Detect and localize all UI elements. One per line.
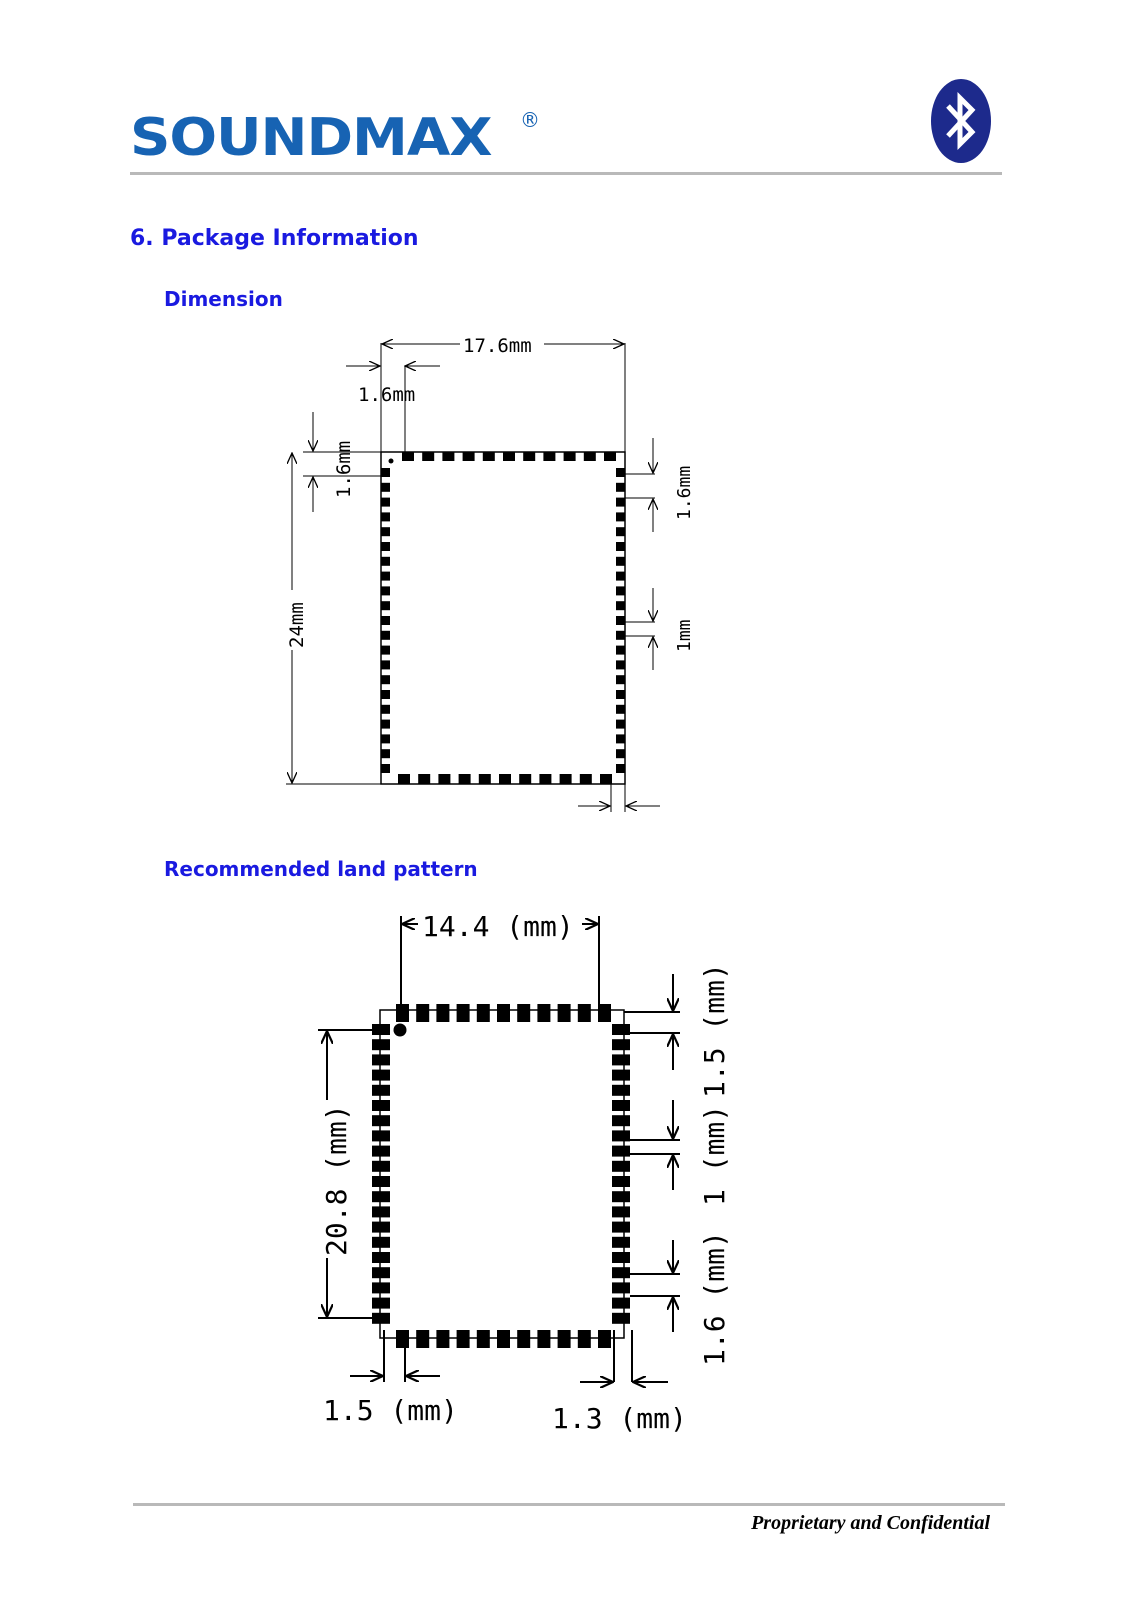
pad [381, 512, 390, 521]
land-width-label: 14.4 (mm) [422, 910, 574, 943]
module-outline [381, 452, 625, 784]
pad [479, 774, 491, 784]
land-pad [612, 1313, 630, 1324]
pad [616, 675, 625, 684]
land-pad [416, 1330, 429, 1348]
land-pad [457, 1330, 470, 1348]
pad [564, 452, 576, 461]
land-pad [372, 1298, 390, 1309]
land-pad [372, 1085, 390, 1096]
land-pattern-diagram [318, 910, 731, 1435]
pad [539, 774, 551, 784]
land-pad [477, 1004, 490, 1022]
pad [381, 601, 390, 610]
land-pad [372, 1176, 390, 1187]
pad [381, 734, 390, 743]
land-pad [537, 1330, 550, 1348]
land-outline [380, 1010, 624, 1338]
pad [381, 675, 390, 684]
pad [560, 774, 572, 784]
land-bottom-right-label: 1.3 (mm) [552, 1402, 687, 1435]
land-pad [578, 1330, 591, 1348]
pad [503, 452, 515, 461]
pad [604, 452, 616, 461]
pad [616, 690, 625, 699]
land-pad [372, 1100, 390, 1111]
pad [398, 774, 410, 784]
land-right-mid-label: 1 (mm) [698, 1104, 731, 1206]
land-pad [372, 1267, 390, 1278]
land-pad [612, 1085, 630, 1096]
dim-top-offset-label: 1.6mm [358, 384, 416, 406]
land-height-label: 20.8 (mm) [320, 1104, 353, 1256]
land-pad [612, 1298, 630, 1309]
land-pattern-title: Recommended land pattern [164, 857, 478, 881]
module-pads [381, 452, 625, 784]
pad [616, 483, 625, 492]
land-pad [372, 1039, 390, 1050]
land-right-bottom-label: 1.6 (mm) [698, 1231, 731, 1366]
land-pad [612, 1146, 630, 1157]
land-pad [537, 1004, 550, 1022]
pad [616, 720, 625, 729]
land-pad [372, 1054, 390, 1065]
pin1-dot [389, 459, 394, 464]
land-pad [612, 1267, 630, 1278]
pad [381, 764, 390, 773]
pad [381, 631, 390, 640]
dimension-title: Dimension [164, 287, 283, 311]
land-pad [612, 1100, 630, 1111]
land-pad [372, 1222, 390, 1233]
pad [438, 774, 450, 784]
dim-width-label: 17.6mm [463, 335, 532, 357]
pad [381, 498, 390, 507]
pad [381, 749, 390, 758]
land-pad [517, 1004, 530, 1022]
pad [381, 557, 390, 566]
pad [616, 631, 625, 640]
pad [381, 660, 390, 669]
land-pad [612, 1191, 630, 1202]
pad [616, 586, 625, 595]
land-pad [372, 1130, 390, 1141]
pad [381, 690, 390, 699]
soundmax-logo: SOUNDMAX [130, 108, 492, 168]
pad [616, 572, 625, 581]
land-pad [416, 1004, 429, 1022]
land-pad [612, 1222, 630, 1233]
land-pad [457, 1004, 470, 1022]
pad [616, 542, 625, 551]
pad [442, 452, 454, 461]
pad [499, 774, 511, 784]
pad [600, 774, 612, 784]
land-right-top-label: 1.5 (mm) [698, 963, 731, 1098]
pad [381, 586, 390, 595]
footer-divider [133, 1503, 1005, 1506]
land-pad [372, 1206, 390, 1217]
land-bottom-left-label: 1.5 (mm) [323, 1394, 458, 1427]
land-pad [612, 1282, 630, 1293]
land-pads [372, 1004, 630, 1348]
pad [616, 527, 625, 536]
land-pad [372, 1252, 390, 1263]
land-pad [477, 1330, 490, 1348]
land-pad [612, 1130, 630, 1141]
dim-pitch-label: 1mm [674, 619, 695, 652]
pad [543, 452, 555, 461]
land-pad [372, 1070, 390, 1081]
land-pad [612, 1070, 630, 1081]
pad [381, 646, 390, 655]
pad [616, 468, 625, 477]
dimension-diagram [286, 335, 695, 812]
land-pad [396, 1330, 409, 1348]
pad [381, 572, 390, 581]
land-pad [612, 1115, 630, 1126]
pad [381, 527, 390, 536]
footer-text: Proprietary and Confidential [751, 1512, 990, 1534]
land-pad [612, 1161, 630, 1172]
land-pad [612, 1206, 630, 1217]
land-pad [517, 1330, 530, 1348]
land-pad [372, 1146, 390, 1157]
pad [422, 452, 434, 461]
pad [381, 483, 390, 492]
land-pad [612, 1176, 630, 1187]
land-pad [372, 1282, 390, 1293]
pad [616, 660, 625, 669]
land-pad [558, 1330, 571, 1348]
dim-height-label: 24mm [286, 602, 308, 648]
pad [580, 774, 592, 784]
pad [381, 542, 390, 551]
pad [616, 734, 625, 743]
land-pad [558, 1004, 571, 1022]
pad [523, 452, 535, 461]
land-pad [372, 1115, 390, 1126]
land-pad [497, 1330, 510, 1348]
pad [483, 452, 495, 461]
pad [616, 646, 625, 655]
pad [616, 601, 625, 610]
pad [616, 616, 625, 625]
land-pad [372, 1161, 390, 1172]
pad [418, 774, 430, 784]
land-pad [436, 1330, 449, 1348]
pad [616, 705, 625, 714]
land-pad [612, 1237, 630, 1248]
pad [616, 764, 625, 773]
pad [616, 557, 625, 566]
land-pad [372, 1237, 390, 1248]
pad [616, 512, 625, 521]
land-pad [497, 1004, 510, 1022]
pad [519, 774, 531, 784]
pad [381, 616, 390, 625]
pad [381, 705, 390, 714]
land-pad [578, 1004, 591, 1022]
pad [381, 468, 390, 477]
pad [381, 720, 390, 729]
pad [402, 452, 414, 461]
land-pin1-dot [394, 1024, 407, 1037]
pad [459, 774, 471, 784]
pad [584, 452, 596, 461]
land-pad [612, 1039, 630, 1050]
pad [616, 498, 625, 507]
land-pad [612, 1252, 630, 1263]
land-pad [612, 1054, 630, 1065]
dim-left-offset-label: 1.6mm [333, 440, 355, 498]
section-title: 6. Package Information [130, 226, 419, 251]
land-pad [396, 1004, 409, 1022]
pad [463, 452, 475, 461]
land-pad [372, 1191, 390, 1202]
land-pad [436, 1004, 449, 1022]
dim-right-offset-label: 1.6mm [674, 465, 695, 520]
pad [616, 749, 625, 758]
land-pad [598, 1330, 611, 1348]
registered-mark: ® [520, 108, 540, 132]
